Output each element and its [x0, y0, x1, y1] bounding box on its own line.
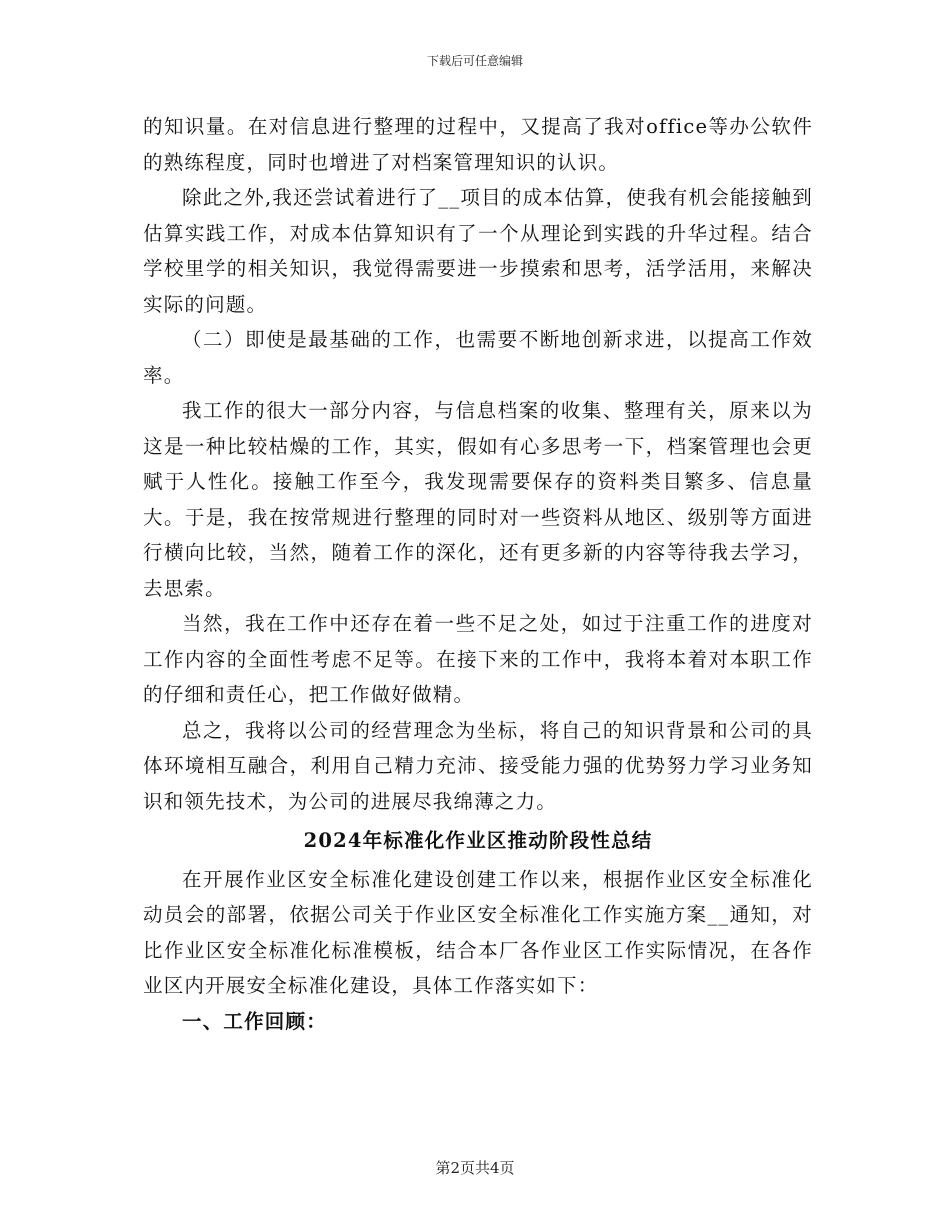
page-footer: 第2页共4页: [435, 1159, 515, 1177]
section-heading: 一、工作回顾：: [182, 1009, 327, 1033]
section-paragraph: 在开展作业区安全标准化建设创建工作以来，根据作业区安全标准化动员会的部署，依据公司关于作业区安全标准化工作实施方案__通知，对比作业区安全标准化标准模板，结合本厂各作业区工作实际情况，在各作业区内开展安全标准化建设，具体工作落实如下：: [143, 867, 813, 997]
paragraph-6: 总之，我将以公司的经营理念为坐标，将自己的知识背景和公司的具体环境相互融合，利用自己精力充沛、接受能力强的优势努力学习业务知识和领先技术，为公司的进展尽我绵薄之力。: [143, 718, 813, 813]
paragraph-4: 我工作的很大一部分内容，与信息档案的收集、整理有关，原来以为这是一种比较枯燥的工作，其实，假如有心多思考一下，档案管理也会更赋于人性化。接触工作至今，我发现需要保存的资料类目繁多、信息量大。于是，我在按常规进行整理的同时对一些资料从地区、级别等方面进行横向比较，当然，随着工作的深化，还有更多新的内容等待我去学习，去思索。: [143, 399, 813, 600]
page-header: 下载后可任意编辑: [426, 54, 523, 68]
section-title: 2024年标准化作业区推动阶段性总结: [303, 829, 653, 852]
paragraph-3: （二）即使是最基础的工作，也需要不断地创新求进，以提高工作效率。: [143, 328, 813, 387]
document-body: [143, 109, 813, 1039]
paragraph-2: 除此之外,我还尝试着进行了__项目的成本估算，使我有机会能接触到估算实践工作，对成本估算知识有了一个从理论到实践的升华过程。结合学校里学的相关知识，我觉得需要进一步摸索和思考，活学活用，来解决实际的问题。: [143, 186, 813, 316]
paragraph-5: 当然，我在工作中还存在着一些不足之处，如过于注重工作的进度对工作内容的全面性考虑不足等。在接下来的工作中，我将本着对本职工作的仔细和责任心，把工作做好做精。: [143, 612, 813, 706]
paragraph-1: 的知识量。在对信息进行整理的过程中，又提高了我对office等办公软件的熟练程度，同时也增进了对档案管理知识的认识。: [143, 115, 813, 174]
